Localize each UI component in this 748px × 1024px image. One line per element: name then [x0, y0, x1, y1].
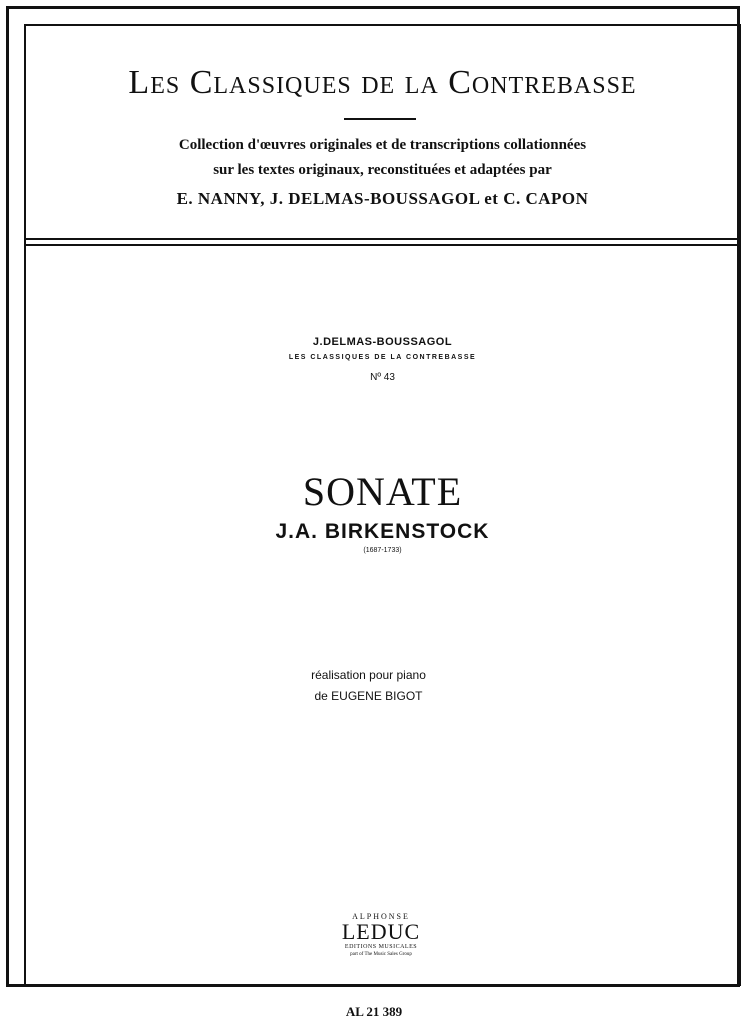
reference-number: Nº 43: [370, 372, 395, 383]
composer-dates: (1687-1733): [363, 547, 402, 554]
header-divider: [26, 244, 739, 246]
reference-collection: LES CLASSIQUES DE LA CONTREBASSE: [288, 354, 477, 361]
series-title: Les Classiques de la Contrebasse: [128, 64, 637, 101]
reference-editor: J.DELMAS-BOUSSAGOL: [312, 336, 453, 348]
editors-line: E. NANNY, J. DELMAS-BOUSSAGOL et C. CAPON: [176, 189, 589, 208]
publisher-name: LEDUC: [341, 919, 421, 944]
title-divider: [344, 118, 416, 120]
publisher-line-3: EDITIONS MUSICALES: [344, 944, 418, 950]
series-header: [26, 26, 739, 240]
inner-frame: [24, 24, 741, 986]
catalog-number: AL 21 389: [345, 1004, 403, 1019]
work-title: SONATE: [302, 469, 463, 514]
publisher-logo: [326, 912, 436, 958]
outer-frame: [6, 6, 740, 987]
description-line-2: sur les textes originaux, reconstituées et adaptées par: [213, 162, 552, 178]
publisher-line-1: ALPHONSE: [352, 912, 410, 921]
arrangement-line-1: réalisation pour piano: [311, 668, 426, 682]
composer-name: J.A. BIRKENSTOCK: [275, 520, 490, 543]
description-line-1: Collection d'œuvres originales et de transcriptions collationnées: [178, 137, 587, 153]
arrangement-line-2: de EUGENE BIGOT: [314, 689, 423, 703]
publisher-line-4: part of The Music Sales Group: [350, 952, 412, 957]
